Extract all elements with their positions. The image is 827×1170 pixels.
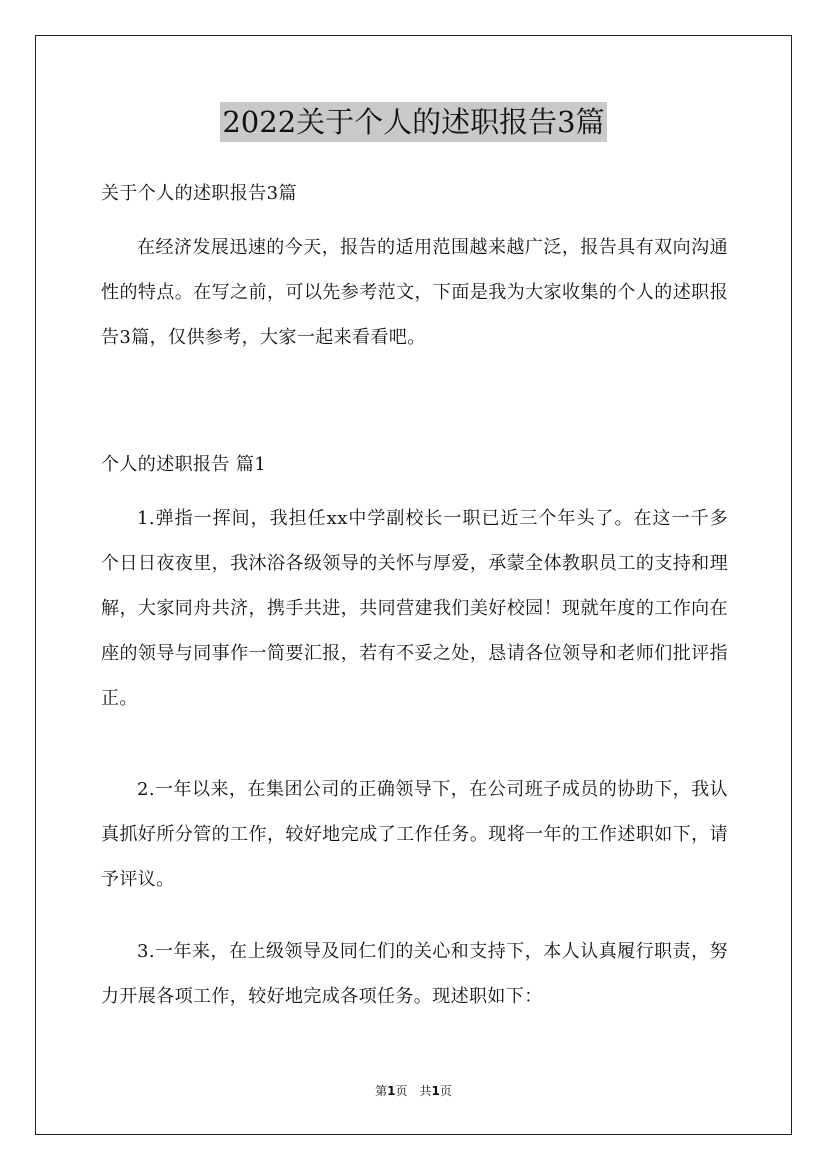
footer-prefix: 第 (375, 1084, 388, 1098)
body-paragraph-1: 1.弹指一挥间，我担任xx中学副校长一职已近三个年头了。在这一千多个日日夜夜里，我沐浴各级领导的关怀与厚爱，承蒙全体教职员工的支持和理解，大家同舟共济，携手共进，共同营建我们美好校园！现就年度的工作向在座的领导与同事作一简要汇报，若有不妥之处，恳请各位领导和老师们批评指正。 (101, 508, 728, 709)
body-paragraph-2: 2.一年以来，在集团公司的正确领导下，在公司班子成员的协助下，我认真抓好所分管的工作，较好地完成了工作任务。现将一年的工作述职如下，请予评议。 (101, 779, 728, 890)
document-title: 2022关于个人的述职报告3篇 (220, 102, 606, 142)
footer-page-number: 1 (387, 1084, 396, 1098)
body-paragraph-3: 3.一年来，在上级领导及同仁们的关心和支持下，本人认真履行职责，努力开展各项工作，较好地完成各项任务。现述职如下： (101, 941, 728, 1007)
footer-suffix: 页 (439, 1084, 452, 1098)
footer-mid: 页 共 (395, 1084, 432, 1098)
document-subtitle: 关于个人的述职报告3篇 (101, 183, 297, 204)
page-footer (0, 1082, 827, 1100)
footer-total-pages: 1 (431, 1084, 440, 1098)
intro-paragraph: 在经济发展迅速的今天，报告的适用范围越来越广泛，报告具有双向沟通性的特点。在写之前，可以先参考范文，下面是我为大家收集的个人的述职报告3篇，仅供参考，大家一起来看看吧。 (101, 237, 728, 348)
section-heading: 个人的述职报告 篇1 (101, 454, 267, 475)
title-wrap (0, 102, 827, 142)
